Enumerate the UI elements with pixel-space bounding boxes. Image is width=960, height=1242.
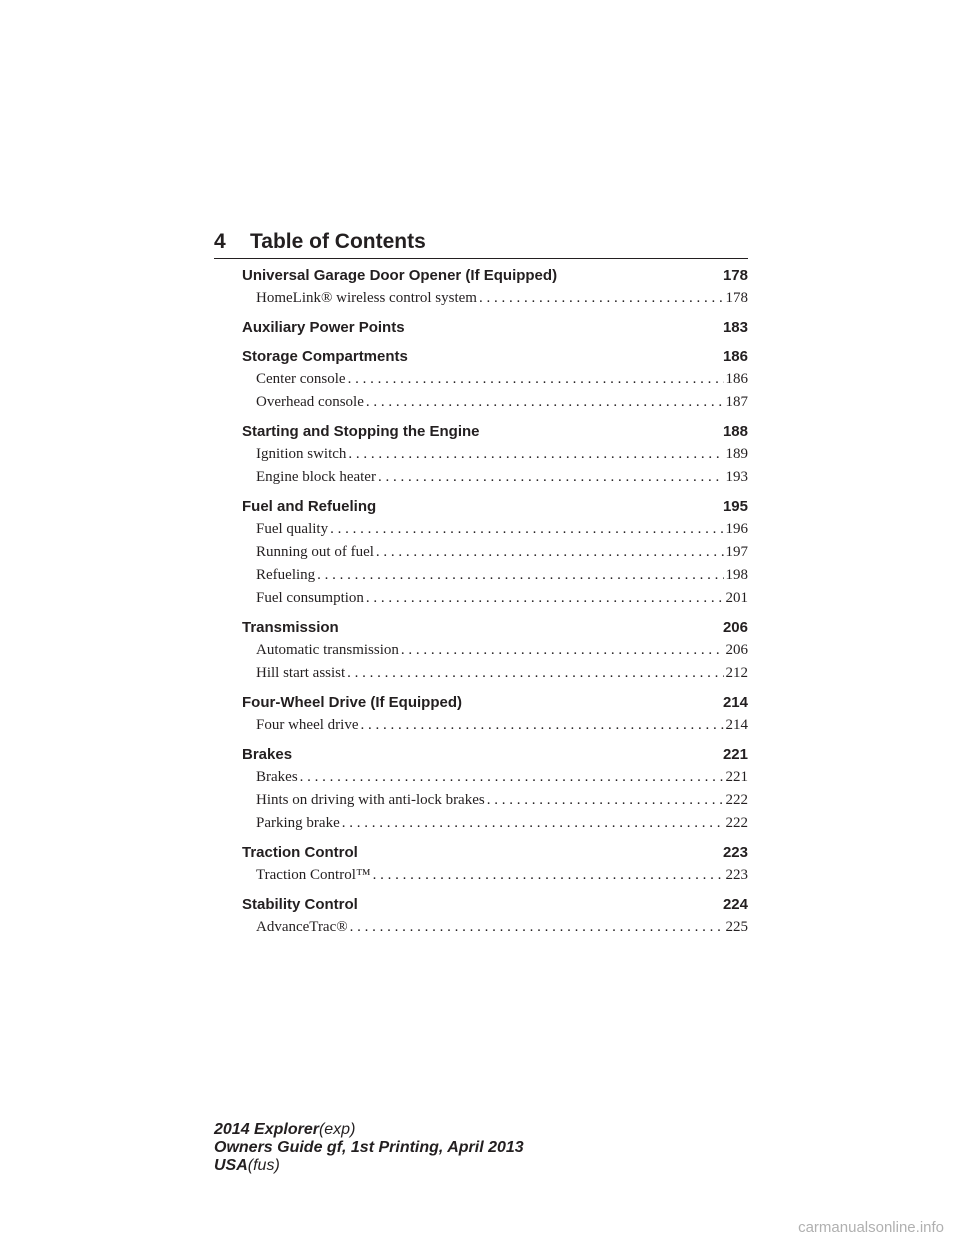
toc-section-title: Stability Control [242, 896, 358, 913]
toc-entry[interactable] [242, 714, 748, 737]
dot-leader [378, 466, 724, 489]
toc-entry-label: Hints on driving with anti-lock brakes [256, 792, 485, 808]
toc-entry[interactable] [242, 368, 748, 391]
footer-guide: Owners Guide gf, 1st Printing, April 2013 [214, 1139, 524, 1156]
toc-entry-page: 222 [725, 792, 748, 808]
toc-section-title: Four-Wheel Drive (If Equipped) [242, 694, 462, 711]
dot-leader [366, 391, 724, 414]
toc-entry-label: Fuel consumption [256, 590, 364, 606]
footer-model-code: (exp) [318, 1121, 356, 1138]
toc-entry[interactable] [242, 789, 748, 812]
toc-entry[interactable] [242, 443, 748, 466]
toc-entry-label: Engine block heater [256, 469, 376, 485]
toc-entry-label: HomeLink® wireless control system [256, 290, 477, 306]
toc-section[interactable] [242, 616, 748, 639]
toc-entry-label: Brakes [256, 769, 298, 785]
footer-market-code: (fus) [247, 1157, 280, 1174]
toc-section-page: 221 [722, 746, 748, 763]
toc-entry-page: 178 [725, 290, 748, 306]
toc-entry-label: Overhead console [256, 394, 364, 410]
toc-entry[interactable] [242, 662, 748, 685]
toc-entry-label: Refueling [256, 567, 316, 583]
footer-market: USA [214, 1157, 248, 1174]
toc-section-page: 186 [722, 348, 748, 365]
toc-section-page: 195 [722, 498, 748, 515]
dot-leader [487, 789, 724, 812]
toc-section[interactable] [242, 691, 748, 714]
footer-guide-line [214, 1139, 524, 1157]
toc-entry-page: 212 [725, 665, 748, 681]
table-of-contents [242, 264, 748, 939]
page-header [214, 228, 748, 259]
dot-leader [348, 443, 723, 466]
toc-entry-page: 201 [725, 590, 748, 606]
toc-section-title: Starting and Stopping the Engine [242, 423, 480, 440]
toc-entry-page: 222 [725, 815, 748, 831]
toc-section[interactable] [242, 841, 748, 864]
toc-section[interactable] [242, 264, 748, 287]
toc-entry[interactable] [242, 587, 748, 610]
toc-section-page: 223 [722, 844, 748, 861]
toc-entry-page: 193 [725, 469, 748, 485]
dot-leader [300, 766, 724, 789]
dot-leader [350, 916, 724, 939]
toc-entry-label: Traction Control™ [256, 867, 371, 883]
dot-leader [376, 541, 724, 564]
dot-leader [360, 714, 723, 737]
toc-section-page: 188 [722, 423, 748, 440]
toc-section-title: Fuel and Refueling [242, 498, 377, 515]
toc-section-title: Transmission [242, 619, 339, 636]
footer-model-line [214, 1121, 524, 1139]
toc-entry[interactable] [242, 466, 748, 489]
toc-entry[interactable] [242, 391, 748, 414]
toc-section[interactable] [242, 495, 748, 518]
toc-section-title: Universal Garage Door Opener (If Equipped) [242, 267, 558, 284]
toc-entry-label: Fuel quality [256, 521, 329, 537]
dot-leader [348, 368, 724, 391]
toc-entry[interactable] [242, 564, 748, 587]
document-footer [214, 1121, 524, 1175]
toc-section-page: 206 [722, 619, 748, 636]
page-title: Table of Contents [250, 230, 426, 253]
toc-section[interactable] [242, 893, 748, 916]
dot-leader [330, 518, 723, 541]
toc-section-title: Auxiliary Power Points [242, 319, 405, 336]
dot-leader [401, 639, 724, 662]
toc-entry-label: Running out of fuel [256, 544, 374, 560]
toc-entry[interactable] [242, 916, 748, 939]
toc-section[interactable] [242, 316, 748, 339]
toc-section-page: 224 [722, 896, 748, 913]
toc-entry[interactable] [242, 812, 748, 835]
dot-leader [342, 812, 724, 835]
toc-entry-label: Four wheel drive [256, 717, 359, 733]
toc-entry[interactable] [242, 864, 748, 887]
toc-entry-label: Parking brake [256, 815, 340, 831]
footer-market-line [214, 1157, 524, 1175]
toc-entry[interactable] [242, 639, 748, 662]
toc-entry[interactable] [242, 541, 748, 564]
toc-entry-page: 221 [725, 769, 748, 785]
toc-entry-page: 214 [725, 717, 748, 733]
toc-entry-page: 206 [725, 642, 748, 658]
toc-entry-page: 197 [725, 544, 748, 560]
toc-section[interactable] [242, 420, 748, 443]
toc-entry[interactable] [242, 766, 748, 789]
toc-entry-page: 198 [725, 567, 748, 583]
toc-entry-page: 187 [725, 394, 748, 410]
dot-leader [317, 564, 723, 587]
toc-entry-label: AdvanceTrac® [256, 919, 348, 935]
toc-entry-label: Automatic transmission [256, 642, 399, 658]
watermark: carmanualsonline.info [798, 1219, 944, 1236]
toc-entry-page: 225 [725, 919, 748, 935]
toc-section-page: 183 [722, 319, 748, 336]
toc-entry[interactable] [242, 518, 748, 541]
page-number: 4 [214, 230, 226, 253]
dot-leader [373, 864, 724, 887]
toc-section-page: 178 [722, 267, 748, 284]
toc-entry[interactable] [242, 287, 748, 310]
toc-section-page: 214 [722, 694, 748, 711]
toc-section-title: Brakes [242, 746, 293, 763]
footer-model: 2014 Explorer [214, 1121, 319, 1138]
dot-leader [347, 662, 723, 685]
dot-leader [366, 587, 724, 610]
toc-entry-label: Ignition switch [256, 446, 347, 462]
toc-entry-page: 223 [725, 867, 748, 883]
toc-section-title: Traction Control [242, 844, 358, 861]
toc-entry-label: Hill start assist [256, 665, 346, 681]
toc-section[interactable] [242, 743, 748, 766]
toc-section[interactable] [242, 345, 748, 368]
toc-entry-page: 196 [725, 521, 748, 537]
toc-entry-page: 189 [725, 446, 748, 462]
toc-entry-page: 186 [725, 371, 748, 387]
toc-section-title: Storage Compartments [242, 348, 408, 365]
dot-leader [479, 287, 724, 310]
toc-entry-label: Center console [256, 371, 346, 387]
